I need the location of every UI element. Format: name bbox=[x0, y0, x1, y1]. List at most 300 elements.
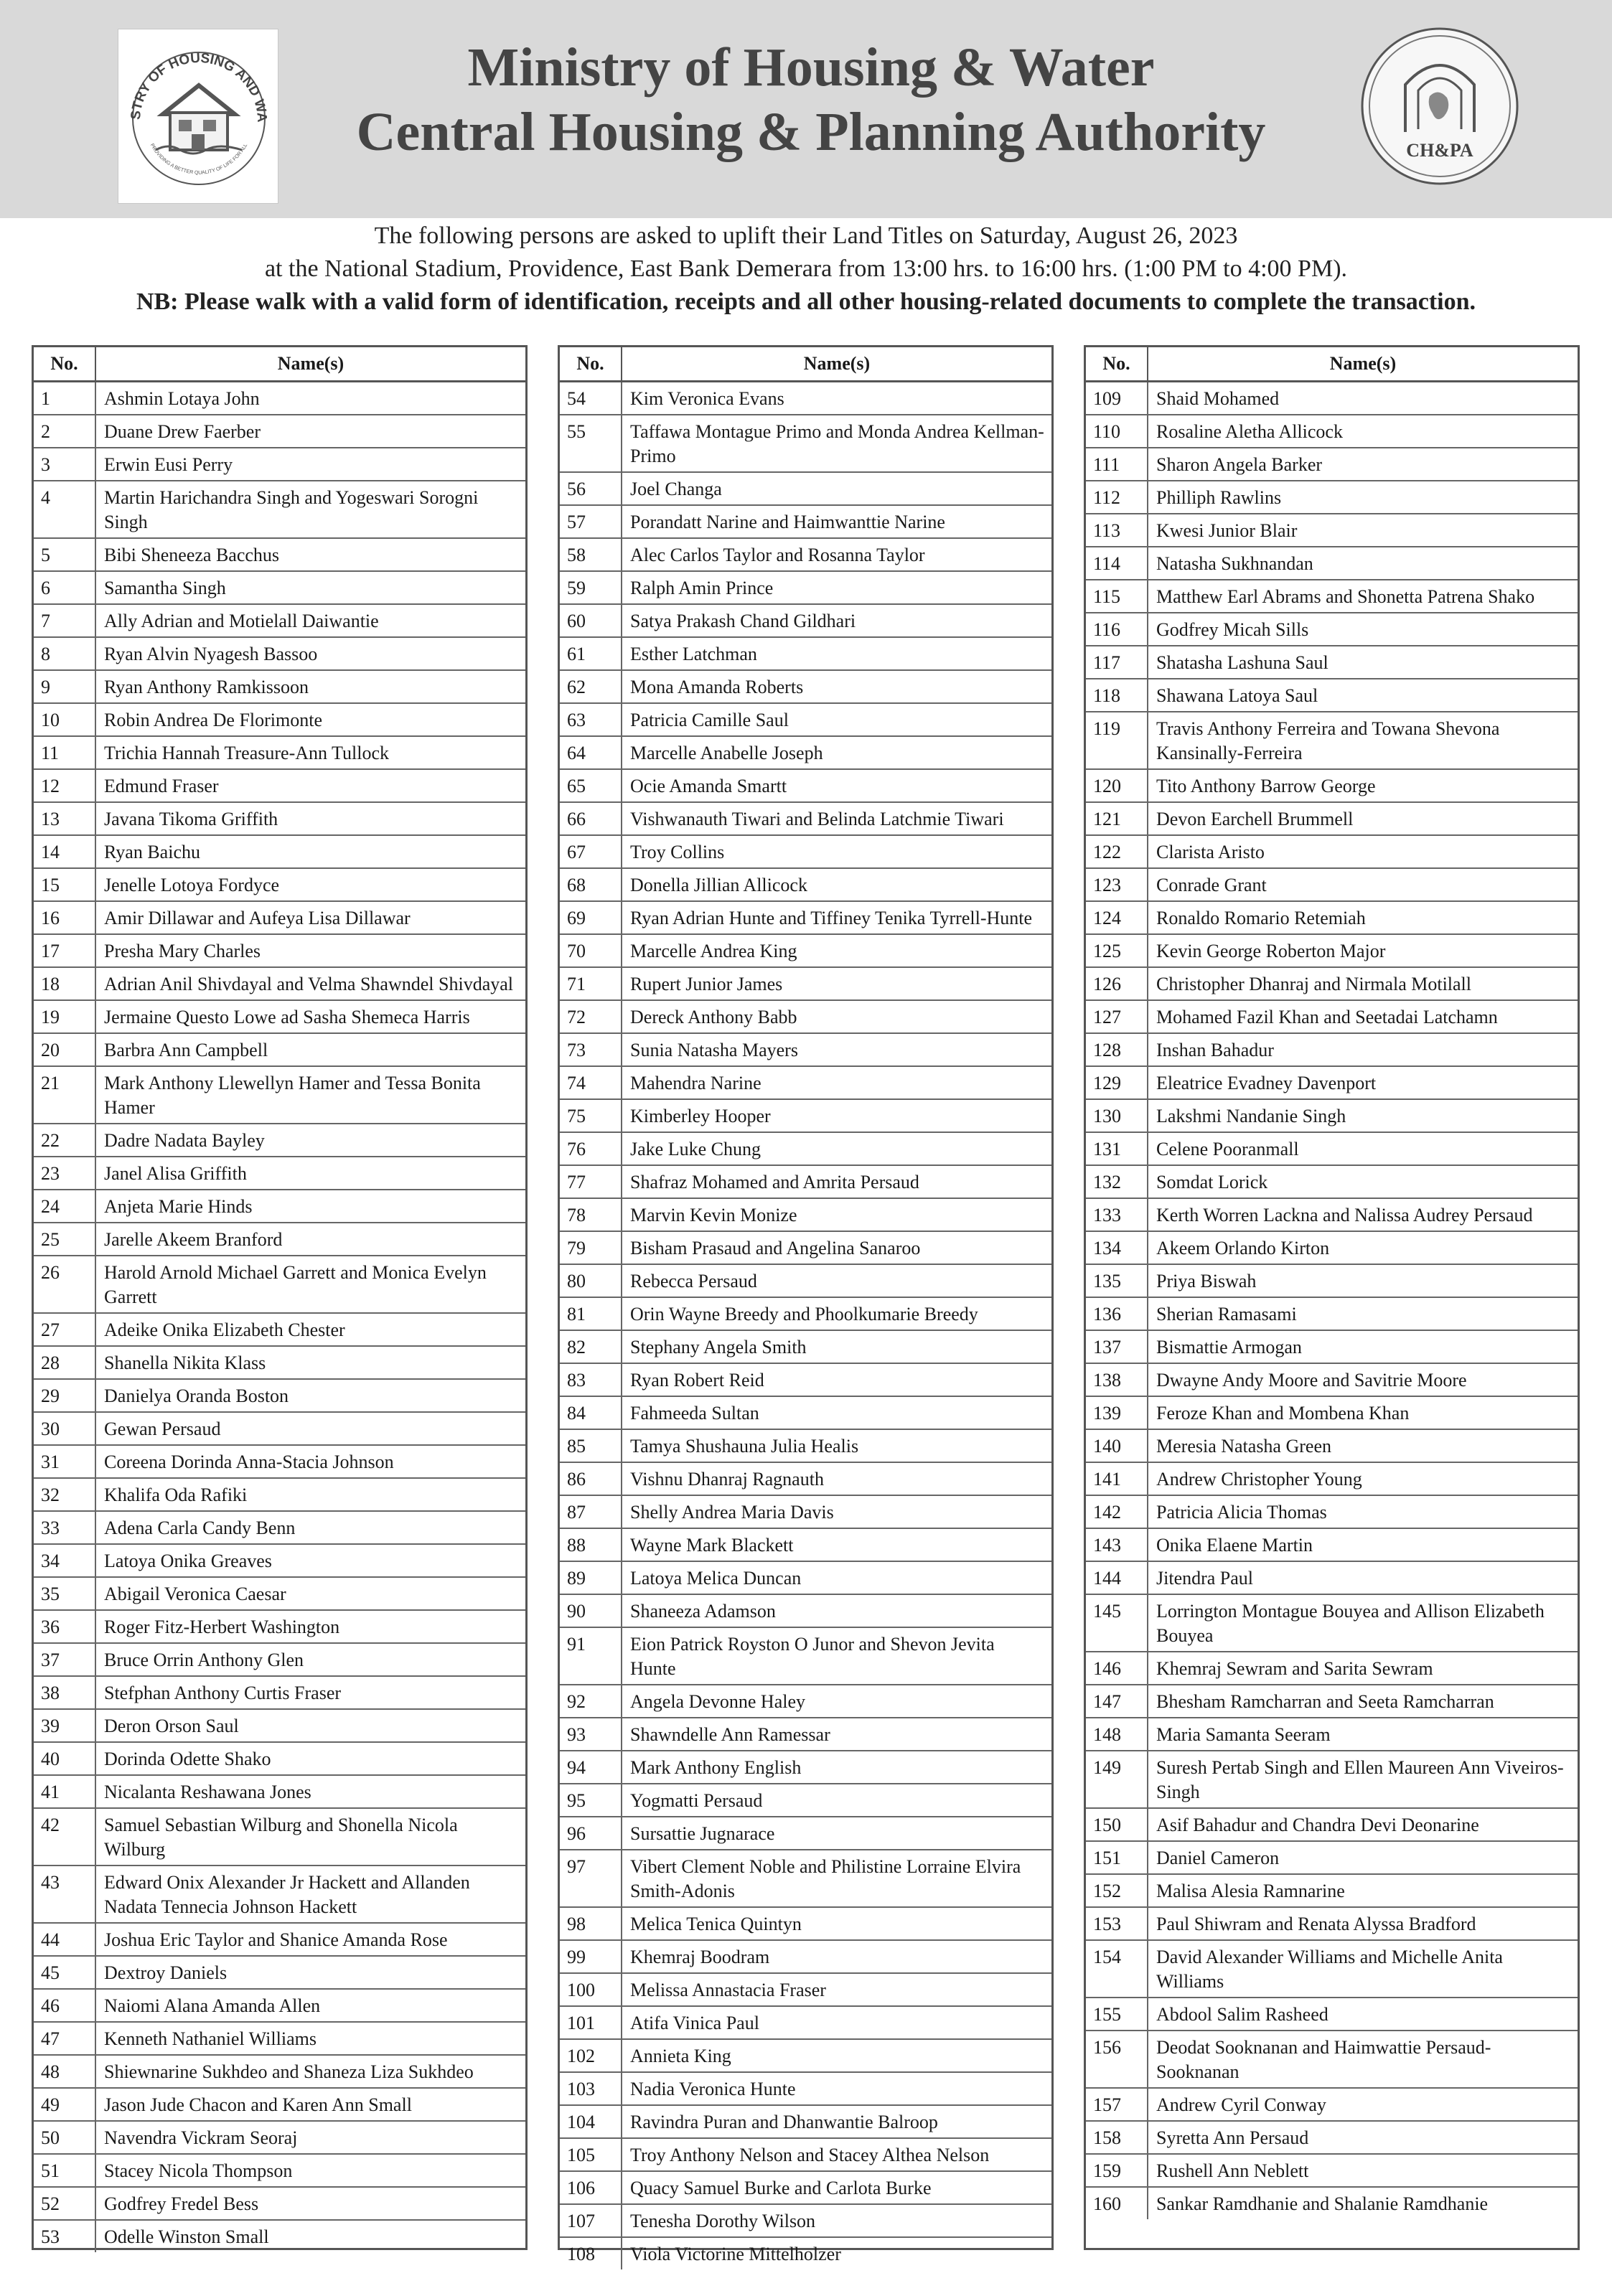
table-row bbox=[560, 869, 1051, 902]
chpa-logo bbox=[1358, 24, 1522, 188]
row-number: 61 bbox=[560, 638, 622, 669]
row-name: Shatasha Lashuna Saul bbox=[1156, 652, 1329, 673]
row-name: Latoya Melica Duncan bbox=[630, 1568, 802, 1589]
row-number: 135 bbox=[1086, 1265, 1148, 1297]
row-name: Edmund Fraser bbox=[104, 776, 219, 796]
row-number: 6 bbox=[34, 572, 96, 603]
table-body-3 bbox=[1086, 382, 1578, 2219]
table-row bbox=[1086, 1595, 1578, 1652]
row-number: 103 bbox=[560, 2073, 622, 2104]
row-number: 97 bbox=[560, 1850, 622, 1906]
row-number: 148 bbox=[1086, 1718, 1148, 1750]
table-row bbox=[560, 1908, 1051, 1941]
row-number: 160 bbox=[1086, 2188, 1148, 2219]
row-name: Maria Samanta Seeram bbox=[1156, 1724, 1331, 1745]
table-row bbox=[560, 1232, 1051, 1265]
table-row bbox=[560, 704, 1051, 737]
row-name: David Alexander Williams and Michelle Anita Williams bbox=[1156, 1947, 1503, 1992]
table-row bbox=[34, 1190, 525, 1223]
row-number: 39 bbox=[34, 1710, 96, 1741]
row-number: 100 bbox=[560, 1974, 622, 2005]
row-number: 8 bbox=[34, 638, 96, 669]
table-row bbox=[34, 1446, 525, 1479]
row-name: Adena Carla Candy Benn bbox=[104, 1518, 296, 1538]
row-number: 89 bbox=[560, 1562, 622, 1594]
row-number: 93 bbox=[560, 1718, 622, 1750]
row-name: Janel Alisa Griffith bbox=[104, 1163, 247, 1184]
row-number: 101 bbox=[560, 2007, 622, 2038]
row-name: Kim Veronica Evans bbox=[630, 388, 784, 409]
table-row bbox=[1086, 1430, 1578, 1463]
table-row bbox=[34, 1743, 525, 1776]
row-number: 94 bbox=[560, 1751, 622, 1783]
row-number: 91 bbox=[560, 1628, 622, 1684]
table-row bbox=[34, 448, 525, 481]
table-row bbox=[34, 382, 525, 415]
row-name: Harold Arnold Michael Garrett and Monica Evelyn Garrett bbox=[104, 1262, 487, 1307]
table-row bbox=[34, 2056, 525, 2089]
row-name: Ocie Amanda Smartt bbox=[630, 776, 787, 796]
row-number: 49 bbox=[34, 2089, 96, 2120]
table-row bbox=[560, 968, 1051, 1001]
row-name: Shiewnarine Sukhdeo and Shaneza Liza Sukhdeo bbox=[104, 2061, 474, 2082]
names-table-2 bbox=[558, 345, 1054, 2264]
row-number: 157 bbox=[1086, 2089, 1148, 2120]
row-number: 4 bbox=[34, 481, 96, 537]
row-name: Deron Orson Saul bbox=[104, 1716, 239, 1736]
table-row bbox=[560, 2205, 1051, 2238]
row-number: 65 bbox=[560, 770, 622, 801]
row-number: 90 bbox=[560, 1595, 622, 1627]
table-row bbox=[34, 1957, 525, 1990]
row-name: Sharon Angela Barker bbox=[1156, 454, 1323, 475]
table-row bbox=[1086, 1998, 1578, 2031]
row-name: Erwin Eusi Perry bbox=[104, 454, 233, 475]
table-row bbox=[34, 935, 525, 968]
row-number: 137 bbox=[1086, 1331, 1148, 1363]
logo-arc-text: STRY OF HOUSING AND WA bbox=[128, 50, 270, 122]
row-number: 138 bbox=[1086, 1364, 1148, 1396]
table-row bbox=[1086, 2122, 1578, 2155]
row-name: Marcelle Anabelle Joseph bbox=[630, 743, 823, 763]
row-name: Mohamed Fazil Khan and Seetadai Latchamn bbox=[1156, 1007, 1498, 1027]
row-number: 14 bbox=[34, 836, 96, 867]
row-number: 62 bbox=[560, 671, 622, 702]
table-row bbox=[34, 2221, 525, 2252]
table-row bbox=[560, 2040, 1051, 2073]
row-name: Vishnu Dhanraj Ragnauth bbox=[630, 1469, 824, 1490]
row-name: Melica Tenica Quintyn bbox=[630, 1914, 802, 1934]
row-name: Shawndelle Ann Ramessar bbox=[630, 1724, 830, 1745]
table-row bbox=[1086, 448, 1578, 481]
table-row bbox=[560, 506, 1051, 539]
table-row bbox=[1086, 836, 1578, 869]
row-name: Andrew Christopher Young bbox=[1156, 1469, 1362, 1490]
row-number: 64 bbox=[560, 737, 622, 768]
row-number: 150 bbox=[1086, 1809, 1148, 1840]
ministry-logo bbox=[118, 29, 278, 204]
row-name: Troy Collins bbox=[630, 842, 725, 862]
table-row bbox=[560, 2073, 1051, 2106]
table-row bbox=[560, 836, 1051, 869]
row-number: 59 bbox=[560, 572, 622, 603]
row-number: 43 bbox=[34, 1866, 96, 1922]
table-row bbox=[1086, 1364, 1578, 1397]
row-name: Christopher Dhanraj and Nirmala Motilall bbox=[1156, 974, 1472, 994]
table-row bbox=[34, 968, 525, 1001]
table-row bbox=[34, 1710, 525, 1743]
row-name: Bismattie Armogan bbox=[1156, 1337, 1302, 1358]
row-name: Ashmin Lotaya John bbox=[104, 388, 260, 409]
row-number: 70 bbox=[560, 935, 622, 966]
row-number: 107 bbox=[560, 2205, 622, 2236]
row-number: 99 bbox=[560, 1941, 622, 1972]
row-name: Ronaldo Romario Retemiah bbox=[1156, 908, 1366, 928]
row-name: Orin Wayne Breedy and Phoolkumarie Breedy bbox=[630, 1304, 978, 1325]
row-name: Meresia Natasha Green bbox=[1156, 1436, 1331, 1457]
row-name: Godfrey Fredel Bess bbox=[104, 2193, 259, 2214]
table-row bbox=[34, 1578, 525, 1611]
row-name: Paul Shiwram and Renata Alyssa Bradford bbox=[1156, 1914, 1476, 1934]
names-table-1 bbox=[32, 345, 528, 2250]
row-number: 132 bbox=[1086, 1166, 1148, 1198]
table-row bbox=[1086, 1751, 1578, 1809]
row-number: 63 bbox=[560, 704, 622, 735]
row-name: Bhesham Ramcharran and Seeta Ramcharran bbox=[1156, 1691, 1494, 1712]
table-row bbox=[1086, 1001, 1578, 1034]
row-name: Nadia Veronica Hunte bbox=[630, 2079, 796, 2099]
table-row bbox=[1086, 613, 1578, 646]
row-number: 76 bbox=[560, 1133, 622, 1165]
row-number: 53 bbox=[34, 2221, 96, 2252]
table-body-2 bbox=[560, 382, 1051, 2269]
row-name: Inshan Bahadur bbox=[1156, 1040, 1274, 1060]
row-number: 106 bbox=[560, 2172, 622, 2203]
row-name: Conrade Grant bbox=[1156, 875, 1267, 895]
table-row bbox=[1086, 935, 1578, 968]
table-row bbox=[1086, 1496, 1578, 1529]
row-number: 81 bbox=[560, 1298, 622, 1330]
row-number: 80 bbox=[560, 1265, 622, 1297]
table-row bbox=[560, 770, 1051, 803]
header-no: No. bbox=[560, 347, 622, 380]
row-number: 147 bbox=[1086, 1685, 1148, 1717]
row-number: 5 bbox=[34, 539, 96, 570]
row-number: 23 bbox=[34, 1157, 96, 1189]
row-name: Donella Jillian Allicock bbox=[630, 875, 807, 895]
row-number: 30 bbox=[34, 1413, 96, 1444]
row-name: Roger Fitz-Herbert Washington bbox=[104, 1617, 340, 1637]
table-row bbox=[34, 671, 525, 704]
row-name: Daniel Cameron bbox=[1156, 1848, 1280, 1868]
table-row bbox=[560, 1364, 1051, 1397]
table-row bbox=[34, 1512, 525, 1545]
table-row bbox=[560, 2238, 1051, 2269]
row-number: 133 bbox=[1086, 1199, 1148, 1231]
row-number: 142 bbox=[1086, 1496, 1148, 1528]
row-number: 58 bbox=[560, 539, 622, 570]
table-row bbox=[1086, 1652, 1578, 1685]
row-number: 44 bbox=[34, 1924, 96, 1955]
row-number: 112 bbox=[1086, 481, 1148, 513]
row-name: Martin Harichandra Singh and Yogeswari Sorogni Singh bbox=[104, 487, 479, 532]
table-row bbox=[34, 1644, 525, 1677]
row-number: 69 bbox=[560, 902, 622, 933]
row-name: Kerth Worren Lackna and Nalissa Audrey Persaud bbox=[1156, 1205, 1533, 1225]
row-name: Shaid Mohamed bbox=[1156, 388, 1280, 409]
table-row bbox=[560, 1463, 1051, 1496]
table-row bbox=[1086, 1397, 1578, 1430]
table-row bbox=[560, 1685, 1051, 1718]
row-name: Shawana Latoya Saul bbox=[1156, 685, 1318, 706]
header-banner bbox=[0, 0, 1612, 218]
table-row bbox=[34, 1990, 525, 2023]
row-number: 51 bbox=[34, 2155, 96, 2186]
row-name: Atifa Vinica Paul bbox=[630, 2013, 759, 2033]
row-name: Gewan Persaud bbox=[104, 1418, 221, 1439]
notice-line-2: at the National Stadium, Providence, East Bank Demerara from 13:00 hrs. to 16:00 hrs. (1:00 PM to 4:00 PM). bbox=[264, 255, 1348, 282]
table-row bbox=[560, 1199, 1051, 1232]
row-number: 31 bbox=[34, 1446, 96, 1477]
row-number: 55 bbox=[560, 415, 622, 471]
row-number: 68 bbox=[560, 869, 622, 900]
row-name: Sursattie Jugnarace bbox=[630, 1823, 775, 1844]
table-row bbox=[560, 1718, 1051, 1751]
row-name: Ryan Robert Reid bbox=[630, 1370, 764, 1391]
row-number: 34 bbox=[34, 1545, 96, 1576]
row-name: Amir Dillawar and Aufeya Lisa Dillawar bbox=[104, 908, 411, 928]
row-name: Duane Drew Faerber bbox=[104, 421, 261, 442]
table-row bbox=[560, 1628, 1051, 1685]
header-names: Name(s) bbox=[1329, 353, 1397, 374]
table-row bbox=[34, 481, 525, 539]
row-number: 87 bbox=[560, 1496, 622, 1528]
table-row bbox=[560, 2139, 1051, 2172]
row-number: 110 bbox=[1086, 415, 1148, 447]
row-number: 42 bbox=[34, 1809, 96, 1865]
row-number: 52 bbox=[34, 2188, 96, 2219]
table-row bbox=[34, 605, 525, 638]
table-row bbox=[34, 1413, 525, 1446]
row-number: 21 bbox=[34, 1067, 96, 1123]
row-number: 24 bbox=[34, 1190, 96, 1222]
row-name: Melissa Annastacia Fraser bbox=[630, 1980, 826, 2000]
table-row bbox=[1086, 1298, 1578, 1331]
row-name: Kevin George Roberton Major bbox=[1156, 941, 1386, 961]
row-name: Ryan Adrian Hunte and Tiffiney Tenika Tyrrell-Hunte bbox=[630, 908, 1033, 928]
table-row bbox=[560, 737, 1051, 770]
row-name: Sherian Ramasami bbox=[1156, 1304, 1297, 1325]
table-row bbox=[34, 2023, 525, 2056]
table-row bbox=[560, 2106, 1051, 2139]
table-row bbox=[1086, 2155, 1578, 2188]
table-row bbox=[1086, 481, 1578, 514]
table-row bbox=[560, 1034, 1051, 1067]
row-name: Joshua Eric Taylor and Shanice Amanda Rose bbox=[104, 1929, 448, 1950]
row-name: Latoya Onika Greaves bbox=[104, 1551, 272, 1571]
names-table-3 bbox=[1084, 345, 1580, 2250]
row-name: Wayne Mark Blackett bbox=[630, 1535, 794, 1556]
table-row bbox=[560, 1397, 1051, 1430]
row-name: Samuel Sebastian Wilburg and Shonella Nicola Wilburg bbox=[104, 1815, 458, 1860]
row-number: 156 bbox=[1086, 2031, 1148, 2087]
row-number: 12 bbox=[34, 770, 96, 801]
table-row bbox=[1086, 869, 1578, 902]
table-row bbox=[1086, 2188, 1578, 2219]
row-name: Ralph Amin Prince bbox=[630, 578, 774, 598]
table-row bbox=[34, 638, 525, 671]
table-row bbox=[1086, 1529, 1578, 1562]
row-name: Travis Anthony Ferreira and Towana Shevona Kansinally-Ferreira bbox=[1156, 718, 1500, 763]
row-number: 124 bbox=[1086, 902, 1148, 933]
row-name: Devon Earchell Brummell bbox=[1156, 809, 1354, 829]
row-number: 125 bbox=[1086, 935, 1148, 966]
row-number: 116 bbox=[1086, 613, 1148, 645]
row-number: 20 bbox=[34, 1034, 96, 1065]
row-number: 10 bbox=[34, 704, 96, 735]
row-name: Clarista Aristo bbox=[1156, 842, 1265, 862]
row-name: Annieta King bbox=[630, 2046, 731, 2066]
chpa-emblem-icon bbox=[1358, 24, 1522, 188]
row-number: 123 bbox=[1086, 869, 1148, 900]
row-number: 114 bbox=[1086, 547, 1148, 579]
table-row bbox=[560, 1265, 1051, 1298]
row-number: 79 bbox=[560, 1232, 622, 1264]
table-row bbox=[1086, 1908, 1578, 1941]
row-number: 77 bbox=[560, 1166, 622, 1198]
table-row bbox=[34, 1611, 525, 1644]
row-name: Viola Victorine Mittelholzer bbox=[630, 2244, 841, 2264]
table-row bbox=[1086, 1265, 1578, 1298]
row-name: Dadre Nadata Bayley bbox=[104, 1130, 265, 1151]
table-row bbox=[1086, 1941, 1578, 1998]
table-row bbox=[34, 1001, 525, 1034]
table-row bbox=[1086, 1331, 1578, 1364]
table-row bbox=[560, 1941, 1051, 1974]
table-row bbox=[1086, 1842, 1578, 1875]
table-row bbox=[34, 1545, 525, 1578]
row-name: Vibert Clement Noble and Philistine Lorraine Elvira Smith-Adonis bbox=[630, 1856, 1021, 1901]
row-name: Bruce Orrin Anthony Glen bbox=[104, 1650, 304, 1670]
row-number: 102 bbox=[560, 2040, 622, 2071]
row-name: Ryan Alvin Nyagesh Bassoo bbox=[104, 644, 318, 664]
table-row bbox=[560, 382, 1051, 415]
logo-tagline: PROVIDING A BETTER QUALITY OF LIFE FOR ALL bbox=[149, 143, 249, 176]
row-number: 60 bbox=[560, 605, 622, 636]
row-name: Kimberley Hooper bbox=[630, 1106, 771, 1126]
row-number: 108 bbox=[560, 2238, 622, 2269]
row-name: Abdool Salim Rasheed bbox=[1156, 2004, 1329, 2025]
row-name: Mona Amanda Roberts bbox=[630, 677, 804, 697]
table-row bbox=[1086, 679, 1578, 712]
table-row bbox=[560, 1817, 1051, 1850]
row-name: Jermaine Questo Lowe ad Sasha Shemeca Harris bbox=[104, 1007, 470, 1027]
header-no: No. bbox=[34, 347, 96, 380]
row-name: Patricia Camille Saul bbox=[630, 710, 789, 730]
row-number: 57 bbox=[560, 506, 622, 537]
row-number: 119 bbox=[1086, 712, 1148, 768]
row-name: Khemraj Boodram bbox=[630, 1947, 770, 1967]
row-number: 36 bbox=[34, 1611, 96, 1642]
row-name: Dwayne Andy Moore and Savitrie Moore bbox=[1156, 1370, 1467, 1391]
row-name: Odelle Winston Small bbox=[104, 2226, 269, 2247]
header-names: Name(s) bbox=[277, 353, 345, 374]
table-row bbox=[1086, 803, 1578, 836]
row-number: 25 bbox=[34, 1223, 96, 1255]
row-number: 37 bbox=[34, 1644, 96, 1675]
row-number: 54 bbox=[560, 382, 622, 414]
row-number: 17 bbox=[34, 935, 96, 966]
row-name: Rebecca Persaud bbox=[630, 1271, 757, 1292]
row-name: Shaneeza Adamson bbox=[630, 1601, 776, 1622]
row-number: 3 bbox=[34, 448, 96, 480]
row-number: 105 bbox=[560, 2139, 622, 2170]
table-row bbox=[34, 2188, 525, 2221]
table-row bbox=[560, 572, 1051, 605]
table-row bbox=[34, 539, 525, 572]
row-name: Lorrington Montague Bouyea and Allison Elizabeth Bouyea bbox=[1156, 1601, 1545, 1646]
row-number: 85 bbox=[560, 1430, 622, 1462]
table-row bbox=[560, 671, 1051, 704]
row-name: Adeike Onika Elizabeth Chester bbox=[104, 1319, 345, 1340]
row-name: Taffawa Montague Primo and Monda Andrea Kellman-Primo bbox=[630, 421, 1044, 466]
row-name: Abigail Veronica Caesar bbox=[104, 1584, 286, 1604]
row-number: 143 bbox=[1086, 1529, 1148, 1561]
notice-nb: NB: Please walk with a valid form of identification, receipts and all other housing-related documents to complete the transaction. bbox=[136, 288, 1476, 315]
table-row bbox=[34, 1479, 525, 1512]
row-name: Porandatt Narine and Haimwanttie Narine bbox=[630, 512, 945, 532]
table-header bbox=[34, 347, 525, 382]
row-number: 129 bbox=[1086, 1067, 1148, 1098]
row-name: Navendra Vickram Seoraj bbox=[104, 2127, 298, 2148]
row-number: 56 bbox=[560, 473, 622, 504]
table-row bbox=[1086, 646, 1578, 679]
row-name: Joel Changa bbox=[630, 479, 722, 499]
row-number: 134 bbox=[1086, 1232, 1148, 1264]
row-name: Ryan Anthony Ramkissoon bbox=[104, 677, 309, 697]
table-row bbox=[1086, 1199, 1578, 1232]
row-number: 136 bbox=[1086, 1298, 1148, 1330]
table-row bbox=[34, 1067, 525, 1124]
row-number: 32 bbox=[34, 1479, 96, 1510]
row-number: 7 bbox=[34, 605, 96, 636]
table-row bbox=[1086, 712, 1578, 770]
row-name: Stephany Angela Smith bbox=[630, 1337, 807, 1358]
table-row bbox=[34, 1314, 525, 1347]
table-row bbox=[34, 1924, 525, 1957]
row-name: Priya Biswah bbox=[1156, 1271, 1257, 1292]
row-name: Bibi Sheneeza Bacchus bbox=[104, 545, 280, 565]
row-number: 146 bbox=[1086, 1652, 1148, 1684]
row-name: Rupert Junior James bbox=[630, 974, 783, 994]
ministry-house-logo-icon bbox=[118, 29, 278, 203]
row-number: 28 bbox=[34, 1347, 96, 1378]
row-number: 88 bbox=[560, 1529, 622, 1561]
row-number: 154 bbox=[1086, 1941, 1148, 1997]
table-row bbox=[560, 1496, 1051, 1529]
row-number: 115 bbox=[1086, 580, 1148, 612]
row-name: Akeem Orlando Kirton bbox=[1156, 1238, 1330, 1258]
table-row bbox=[1086, 1685, 1578, 1718]
row-name: Satya Prakash Chand Gildhari bbox=[630, 611, 856, 631]
row-number: 33 bbox=[34, 1512, 96, 1543]
table-row bbox=[560, 1751, 1051, 1784]
table-row bbox=[560, 1001, 1051, 1034]
row-name: Malisa Alesia Ramnarine bbox=[1156, 1881, 1345, 1901]
row-name: Quacy Samuel Burke and Carlota Burke bbox=[630, 2178, 932, 2198]
table-row bbox=[560, 1067, 1051, 1100]
svg-text:MINISTRY OF HOUSING AND WATER bbox=[118, 29, 269, 123]
